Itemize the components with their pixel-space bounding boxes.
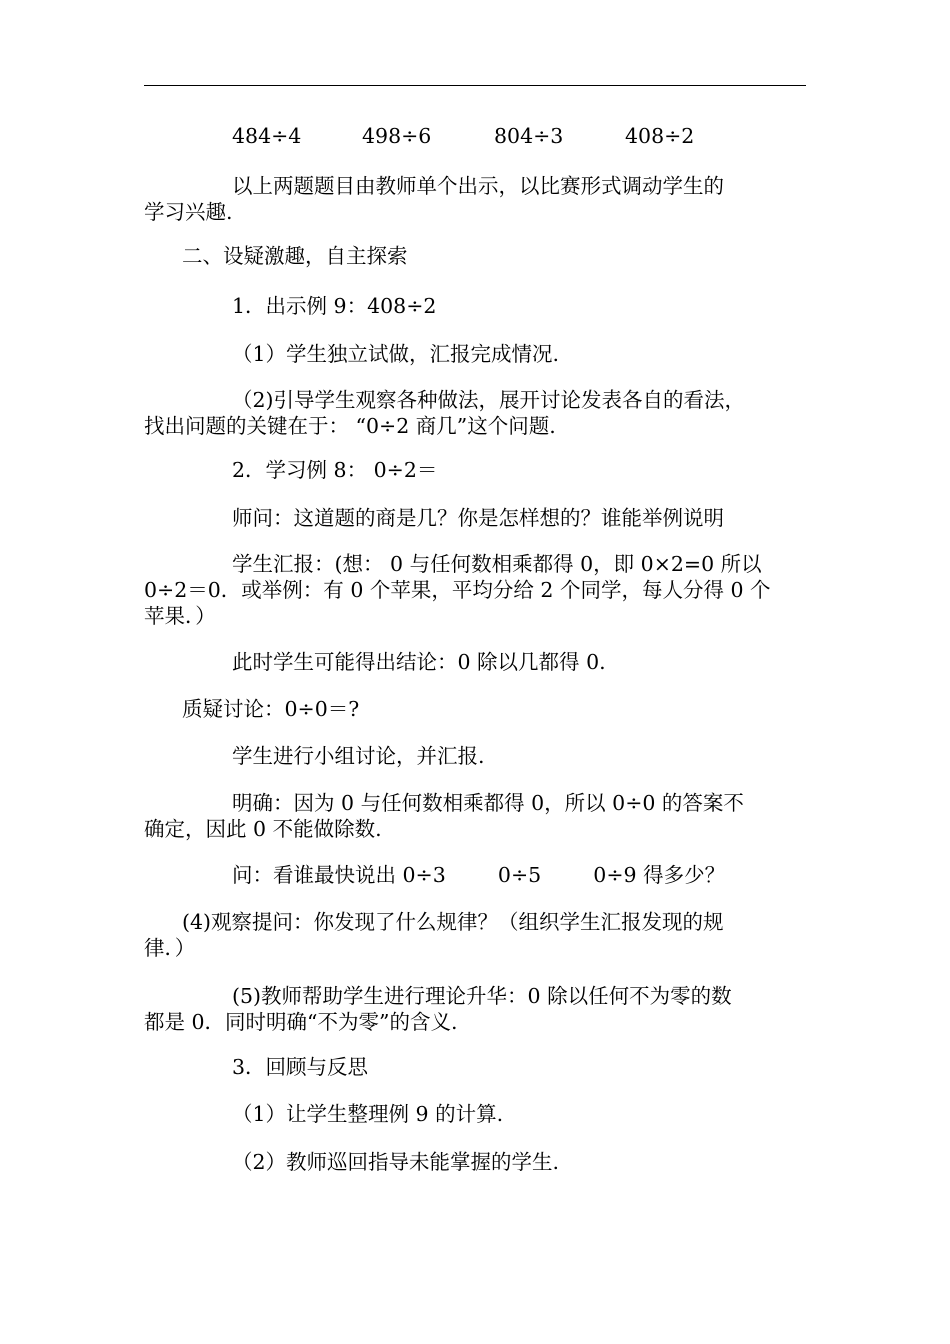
paragraph-line: 2．学习例 8： 0÷2＝ xyxy=(232,458,438,482)
paragraph-line: 学习兴趣. xyxy=(144,200,233,224)
paragraph-line: （1）学生独立试做，汇报完成情况. xyxy=(232,342,560,366)
section-heading xyxy=(144,1054,806,1080)
paragraph-line: 明确：因为 0 与任何数相乘都得 0，所以 0÷0 的答案不 xyxy=(232,791,744,815)
paragraph-line: （1）让学生整理例 9 的计算. xyxy=(232,1102,504,1126)
paragraph-line: 学生汇报：(想： 0 与任何数相乘都得 0，即 0×2=0 所以 xyxy=(232,552,762,576)
paragraph xyxy=(144,387,806,439)
paragraph xyxy=(144,505,806,531)
paragraph xyxy=(144,790,806,842)
paragraph-line: 0÷2＝0．或举例：有 0 个苹果，平均分给 2 个同学，每人分得 0 个 xyxy=(144,578,771,602)
paragraph-line: 质疑讨论：0÷0＝? xyxy=(182,697,360,721)
paragraph xyxy=(144,743,806,769)
paragraph xyxy=(144,341,806,367)
paragraph xyxy=(144,909,806,961)
paragraph xyxy=(144,696,806,722)
paragraph xyxy=(144,983,806,1035)
expression: 484÷4 xyxy=(232,124,302,148)
section-heading xyxy=(144,243,806,269)
paragraph-line: (5)教师帮助学生进行理论升华：0 除以任何不为零的数 xyxy=(232,984,732,1008)
paragraph xyxy=(144,862,806,888)
paragraph-line: 此时学生可能得出结论：0 除以几都得 0. xyxy=(232,650,606,674)
header-rule xyxy=(144,85,806,86)
paragraph-line: 师问：这道题的商是几？你是怎样想的？谁能举例说明 xyxy=(232,506,724,530)
paragraph xyxy=(144,457,806,483)
paragraph xyxy=(144,293,806,319)
paragraph-line: （2）教师巡回指导未能掌握的学生. xyxy=(232,1150,560,1174)
paragraph xyxy=(144,551,806,629)
paragraph-line: 找出问题的关键在于： “0÷2 商几”这个问题. xyxy=(144,414,556,438)
expression: 804÷3 xyxy=(494,124,564,148)
paragraph-line: （2)引导学生观察各种做法，展开讨论发表各自的看法， xyxy=(232,388,746,412)
paragraph-line: 律．） xyxy=(144,936,196,960)
paragraph-line: 二、设疑激趣，自主探索 xyxy=(182,244,408,268)
paragraph-line: 都是 0．同时明确“不为零”的含义. xyxy=(144,1010,458,1034)
paragraph-line: 学生进行小组讨论，并汇报. xyxy=(232,744,485,768)
paragraph-line: 1．出示例 9：408÷2 xyxy=(232,294,437,318)
paragraph xyxy=(144,1149,806,1175)
paragraph xyxy=(144,649,806,675)
paragraph-line: 苹果．） xyxy=(144,604,216,628)
paragraph xyxy=(144,173,806,225)
expression: 408÷2 xyxy=(625,124,695,148)
paragraph-line: 3．回顾与反思 xyxy=(232,1055,369,1079)
paragraph-line: 以上两题题目由教师单个出示，以比赛形式调动学生的 xyxy=(232,174,724,198)
expression: 498÷6 xyxy=(362,124,432,148)
paragraph-line: 确定，因此 0 不能做除数. xyxy=(144,817,382,841)
paragraph-line: 问：看谁最快说出 0÷3 0÷5 0÷9 得多少？ xyxy=(232,863,726,887)
paragraph xyxy=(144,1101,806,1127)
paragraph-line: (4)观察提问：你发现了什么规律？（组织学生汇报发现的规 xyxy=(182,910,724,934)
